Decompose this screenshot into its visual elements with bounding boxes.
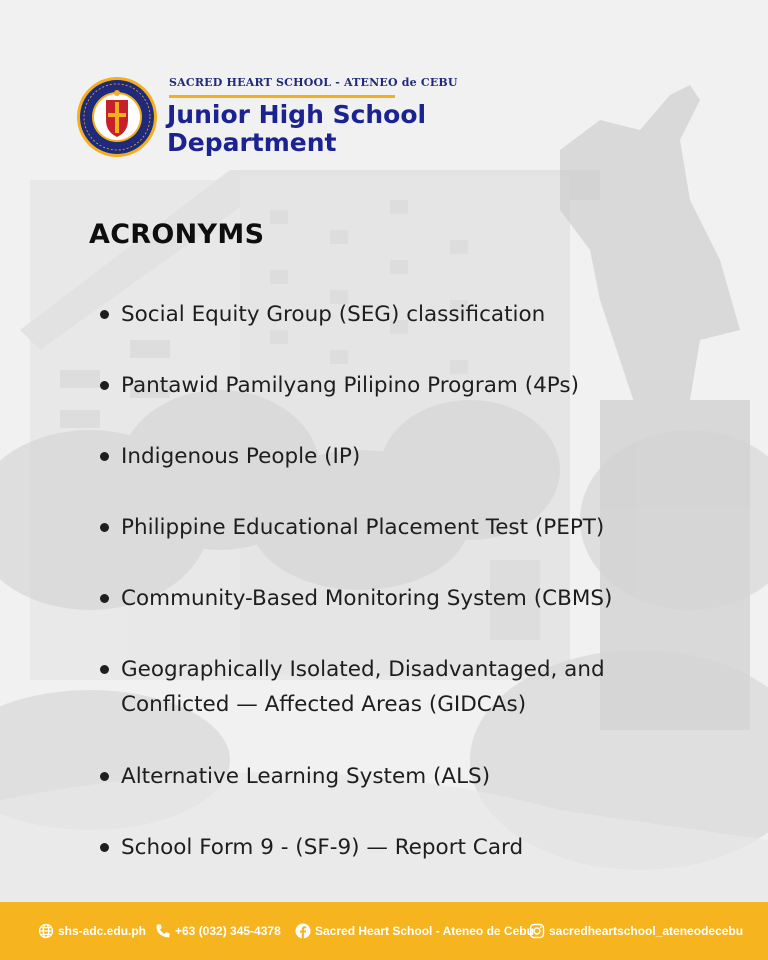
list-item [121, 830, 721, 865]
school-name: SACRED HEART SCHOOL - ATENEO de CEBU [169, 76, 458, 89]
list-item-text: Geographically Isolated, Disadvantaged, and Conflicted — Affected Areas (GIDCAs) [121, 657, 605, 717]
list-item [121, 581, 721, 616]
bullet-icon [100, 523, 109, 532]
list-item [121, 297, 721, 332]
bullet-icon [100, 452, 109, 461]
phone-icon [155, 923, 171, 939]
bullet-icon [100, 843, 109, 852]
instagram-text: sacredheartschool_ateneodecebu [549, 924, 744, 938]
bullet-icon [100, 310, 109, 319]
list-item [121, 652, 721, 722]
website-text: shs-adc.edu.ph [58, 924, 147, 938]
list-item-text: Alternative Learning System (ALS) [121, 764, 491, 789]
list-item-text: Pantawid Pamilyang Pilipino Program (4Ps) [121, 373, 579, 398]
bullet-icon [100, 772, 109, 781]
department-title-line-1: Junior High School [167, 100, 427, 129]
header-divider [169, 95, 395, 98]
phone-link[interactable] [155, 902, 281, 960]
bullet-icon [100, 665, 109, 674]
facebook-link[interactable] [295, 902, 534, 960]
department-title-line-2: Department [167, 128, 337, 157]
list-item [121, 510, 721, 545]
school-seal-logo [76, 76, 158, 158]
footer-bar [0, 902, 768, 960]
facebook-text: Sacred Heart School - Ateneo de Cebu [315, 924, 534, 938]
list-item-text: Community-Based Monitoring System (CBMS) [121, 586, 613, 611]
globe-icon [38, 923, 54, 939]
list-item [121, 368, 721, 403]
website-link[interactable] [38, 902, 146, 960]
page-title: ACRONYMS [89, 219, 265, 250]
facebook-icon [295, 923, 311, 939]
instagram-icon [529, 923, 545, 939]
list-item [121, 759, 721, 794]
department-title [167, 101, 426, 157]
instagram-link[interactable] [529, 902, 743, 960]
list-item-text: School Form 9 - (SF-9) — Report Card [121, 835, 524, 860]
list-item-text: Indigenous People (IP) [121, 444, 361, 469]
bullet-icon [100, 381, 109, 390]
list-item-text: Social Equity Group (SEG) classification [121, 302, 546, 327]
list-item-text: Philippine Educational Placement Test (PEPT) [121, 515, 605, 540]
phone-text: +63 (032) 345-4378 [175, 924, 281, 938]
list-item [121, 439, 721, 474]
bullet-icon [100, 594, 109, 603]
